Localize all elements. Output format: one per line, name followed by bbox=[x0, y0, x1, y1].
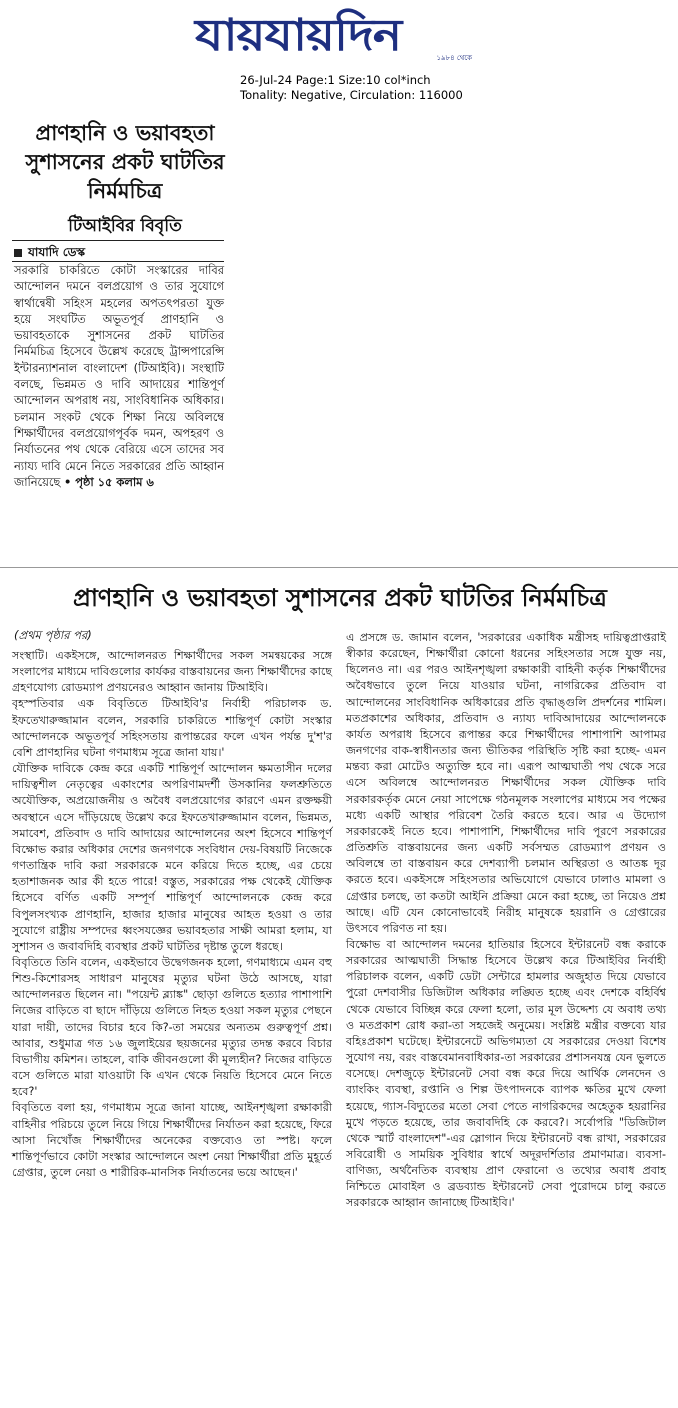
paragraph: বিবৃতিতে বলা হয়, গণমাধ্যম সূত্রে জানা যাচ্ছে, আইনশৃঙ্খলা রক্ষাকারী বাহিনীর পরিচয়ে তুলে নিয়ে গিয়ে শিক্ষার্থীদের নির্যাতন করা হয়েছে, ফিরে আসা নিখোঁজ শিক্ষার্থীদের অনেকের বক্তব্যেও তা স্পষ্ট। ফলে শান্তিপূর্ণভাবে কোটা সংস্কার আন্দোলনে অংশ নেয়া শিক্ষার্থীরা প্রতি মুহূর্তে গ্রেপ্তার, তুলে নেয়া ও শারীরিক-মানসিক নির্যাতনের ভয়ে আছেন।' bbox=[12, 1101, 332, 1179]
paragraph: বৃহস্পতিবার এক বিবৃতিতে টিআইবি'র নির্বাহী পরিচালক ড. ইফতেখারুজ্জামান বলেন, সরকারি চাকরিতে শান্তিপূর্ণ কোটা সংস্কার আন্দোলনকে অভূতপূর্ব সহিংসতায় রূপান্তরের ফলে এখন পর্যন্ত দু'শ'র বেশি প্রাণহানির ঘটনা গণমাধ্যম সূত্রে জানা যায়।' bbox=[12, 697, 332, 759]
front-body bbox=[14, 262, 224, 490]
continued-label: (প্রথম পৃষ্ঠার পর) bbox=[14, 628, 92, 642]
paragraph: এ প্রসঙ্গে ড. জামান বলেন, 'সরকারের একাধিক মন্ত্রীসহ দায়িত্বপ্রাপ্তরাই স্বীকার করেছেন, শিক্ষার্থীরা কোনো ধরনের সহিংসতার সঙ্গে যুক্ত নয়, ছিলেনও না। এর পরও আইনশৃঙ্খলা রক্ষাকারী বাহিনী কর্তৃক শিক্ষার্থীদের অবৈধভাবে তুলে নিয়ে যাওয়ার ঘটনা, নাগরিকের প্রতিবাদ বা আন্দোলনের সাংবিধানিক অধিকারের প্রতি বৃদ্ধাঙ্গুলি প্রদর্শনের শামিল। মতপ্রকাশের অধিকার, প্রতিবাদ ও ন্যায্য দাবিআদায়ের আন্দোলনকে কার্যত অপরাধ হিসেবে রূপান্তর করে শিক্ষার্থীদের পাশাপাশি আপামর জনগণের বাক-স্বাধীনতার জন্য ভীতিকর পরিস্থিতি সৃষ্টি করা হচ্ছে- এমন মন্তব্য করা মোটেও অত্যুক্তি হবে না। এরূপ আত্মঘাতী পথ থেকে সরে এসে অবিলম্বে আন্দোলনরত শিক্ষার্থীদের সকল যৌক্তিক দাবি সরকারকর্তৃক মেনে নেয়া সাপেক্ষে গঠনমূলক সংলাপের মাধ্যমে সব পক্ষের মধ্যে একটি আস্থার পরিবেশ তৈরি করতে হবে। আর এ উদ্যোগ সরকারকেই নিতে হবে। পাশাপাশি, শিক্ষার্থীদের দাবি পূরণে সরকারের প্রতিশ্রুতি বাস্তবায়নের জন্য একটি সর্বসম্মত রোডম্যাপ প্রণয়ন ও অবিলম্বে তা বাস্তবায়ন করে দেশব্যাপী চলমান অস্থিরতা ও আতঙ্ক দূর করতে হবে। একইসঙ্গে সহিংসতার অভিযোগে যেভাবে ঢালাও মামলা ও গ্রেপ্তার চলছে, তা কতটা আইনি প্রক্রিয়া মেনে করা হচ্ছে, তা নিয়েও প্রশ্ন আছে। এটি যেন কোনোভাবেই নিরীহ মানুষকে হয়রানি ও গ্রেপ্তারের উৎসবে পরিণত না হয়। bbox=[346, 631, 666, 935]
divider bbox=[12, 240, 224, 241]
masthead-logo: যায়যায়দিন bbox=[195, 10, 402, 61]
article-column-left bbox=[12, 648, 332, 1181]
clip-date-page-size: 26-Jul-24 Page:1 Size:10 col*inch bbox=[240, 73, 431, 87]
paragraph: সংস্থাটি। একইসঙ্গে, আন্দোলনরত শিক্ষার্থীদের সকল সমন্বয়কের সঙ্গে সংলাপের মাধ্যমে দাবিগুলোর কার্যকর বাস্তবায়নের জন্য শিক্ষার্থীদের কাছে গ্রহণযোগ্য রোডম্যাপ প্রণয়নেরও আহ্বান জানায় টিআইবি। bbox=[12, 649, 332, 695]
square-bullet-icon bbox=[14, 249, 22, 257]
newspaper-masthead bbox=[195, 4, 480, 68]
article-column-right bbox=[346, 630, 666, 1212]
paragraph: বিবৃতিতে তিনি বলেন, একইভাবে উদ্বেগজনক হলো, গণমাধ্যমে এমন বহু শিশু-কিশোরসহ সাধারণ মানুষের মৃত্যুর ঘটনা উঠে আসছে, যারা আন্দোলনরত ছিলেন না। "পয়েন্ট ব্ল্যাঙ্ক" ছোড়া গুলিতে হত্যার পাশাপাশি নিজের বাড়িতে বা ছাদে দাঁড়িয়ে গুলিতে নিহত হওয়া সকল মৃত্যুর পেছনে যারা দায়ী, তাদের বিচার হবে কি?-তা সময়ের অন্যতম গুরুত্বপূর্ণ প্রশ্ন। আবার, শুধুমাত্র গত ১৬ জুলাইয়ের ছয়জনের মৃত্যুর তদন্ত করবে বিচার বিভাগীয় কমিশন। তাহলে, বাকি জীবনগুলো কী মূল্যহীন? নিজের বাড়িতে বসে গুলিতে মারা যাওয়াটা কি এখন থেকে নিয়তি হিসেবে মেনে নিতে হবে?' bbox=[12, 955, 332, 1099]
byline bbox=[14, 244, 85, 260]
byline-text: যাযাদি ডেস্ক bbox=[28, 245, 86, 259]
jump-reference: • পৃষ্ঠা ১৫ কলাম ৬ bbox=[63, 474, 154, 489]
masthead-tagline: ১৯৮৪ থেকে bbox=[436, 54, 472, 62]
front-subheadline: টিআইবির বিবৃতি bbox=[68, 216, 182, 236]
front-headline: প্রাণহানি ও ভয়াবহতা সুশাসনের প্রকট ঘাটতির নির্মমচিত্র bbox=[25, 120, 225, 203]
front-body-text: সরকারি চাকরিতে কোটা সংস্কারের দাবির আন্দোলন দমনে বলপ্রয়োগ ও তার সুযোগে স্বার্থান্বেষী সহিংস মহলের অপতৎপরতা যুক্ত হয়ে সংঘটিত অভূতপূর্ব প্রাণহানি ও ভয়াবহতাকে সুশাসনের প্রকট ঘাটতির নির্মমচিত্র হিসেবে উল্লেখ করেছে ট্রান্সপারেন্সি ইন্টারন্যাশনাল বাংলাদেশ (টিআইবি)। সংস্থাটি বলছে, ভিন্নমত ও দাবি আদায়ের শান্তিপূর্ণ আন্দোলন অপরাধ নয়, সাংবিধানিক অধিকার। চলমান সংকট থেকে শিক্ষা নিয়ে অবিলম্বে শিক্ষার্থীদের বলপ্রয়োগপূর্বক দমন, অপহরণ ও নির্যাতনের পথ থেকে বেরিয়ে এসে তাদের সব ন্যায্য দাবি মেনে নিতে সরকারের প্রতি আহ্বান জানিয়েছে bbox=[14, 263, 224, 489]
inside-headline: প্রাণহানি ও ভয়াবহতা সুশাসনের প্রকট ঘাটতির নির্মমচিত্র bbox=[73, 583, 607, 612]
clip-tonality-circulation: Tonality: Negative, Circulation: 116000 bbox=[240, 88, 463, 102]
paragraph: যৌক্তিক দাবিকে কেন্দ্র করে একটি শান্তিপূর্ণ আন্দোলন ক্ষমতাসীন দলের দায়িত্বশীল নেতৃত্বের একাংশের অপরিণামদর্শী উসকানির ফলশ্রুতিতে অযৌক্তিক, অপ্রয়োজনীয় ও অবৈধ বলপ্রয়োগের কারণে এমন রক্তক্ষয়ী অবস্থানে এসে দাঁড়িয়েছে উল্লেখ করে ইফতেখারুজ্জামান বলেন, ভিন্নমত, সমাবেশ, প্রতিবাদ ও দাবি আদায়ের আন্দোলনের অংশ হিসেবে শান্তিপূর্ণ বিক্ষোভ করার অধিকার দেশের জনগণকে সংবিধান দেয়-বিষয়টি নিজেকে গণতান্ত্রিক দাবি করা সরকারকে মনে করিয়ে দিতে হচ্ছে, এর চেয়ে হতাশাজনক আর কী হতে পারে! বস্তুত, সরকারের পক্ষ থেকেই যৌক্তিক হিসেবে বর্ণিত একটি সম্পূর্ণ শান্তিপূর্ণ আন্দোলনকে কেন্দ্র করে বিপুলসংখ্যক প্রাণহানি, হাজার হাজার মানুষের আহত হওয়া ও তার সুযোগে রাষ্ট্রীয় সম্পদের ধ্বংসযজ্ঞের ভয়াবহতার সাক্ষী আমরা হলাম, যা সুশাসন ও জবাবদিহি ব্যবস্থার প্রকট ঘাটতির দৃষ্টান্ত তুলে ধরছে। bbox=[12, 762, 332, 953]
section-separator bbox=[0, 567, 678, 568]
paragraph: বিক্ষোভ বা আন্দোলন দমনের হাতিয়ার হিসেবে ইন্টারনেট বন্ধ করাকে সরকারের আত্মঘাতী সিদ্ধান্ত হিসেবে উল্লেখ করে টিআইবির নির্বাহী পরিচালক বলেন, একটি ডেটা সেন্টারে হামলার অজুহাত দিয়ে যেভাবে পুরো দেশবাসীর ডিজিটাল অধিকার লঙ্ঘিত হচ্ছে এবং দেশকে বহির্বিশ্ব থেকে যেভাবে বিচ্ছিন্ন করে ফেলা হলো, তার মূল উদ্দেশ্য যে অবাধ তথ্য ও মতপ্রকাশ রোধ করা-তা সহজেই অনুমেয়। সংশ্লিষ্ট মন্ত্রীর বক্তব্যে যার বহিঃপ্রকাশ ঘটেছে। ইন্টারনেটে অভিগম্যতা যে সরকারের দেওয়া বিশেষ সুযোগ নয়, বরং বাস্তবেমানবাধিকার-তা সরকারের প্রশাসনযন্ত্র যেন ভুলতে বসেছে। দেশজুড়ে ইন্টারনেট সেবা বন্ধ করে দিয়ে আর্থিক লেনদেন ও ব্যাংকিং ব্যবস্থা, রপ্তানি ও শিল্প উৎপাদনকে ব্যাপক ক্ষতির মুখে ফেলা হয়েছে, গ্যাস-বিদ্যুতের মতো সেবা পেতে নাগরিকদের অহেতুক হয়রানির মুখে পড়তে হয়েছে, তার জবাবদিহি কে করবে?। সর্বোপরি "ডিজিটাল থেকে স্মার্ট বাংলাদেশ"-এর স্লোগান দিয়ে ইন্টারনেট বন্ধ রাখা, সরকারের সবিরোধী ও সাময়িক সুবিধার স্বার্থে অদূরদর্শিতার প্রমাণমাত্র। ব্যবসা-বাণিজ্য, অর্থনৈতিক ব্যবস্থায় প্রাণ ফেরানো ও তথ্যের অবাধ প্রবাহ নিশ্চিতে মোবাইল ও ব্রডব্যান্ড ইন্টারনেট সেবা পুরোদমে চালু করতে সরকারকে আহ্বান জানাচ্ছে টিআইবি।' bbox=[346, 937, 666, 1210]
